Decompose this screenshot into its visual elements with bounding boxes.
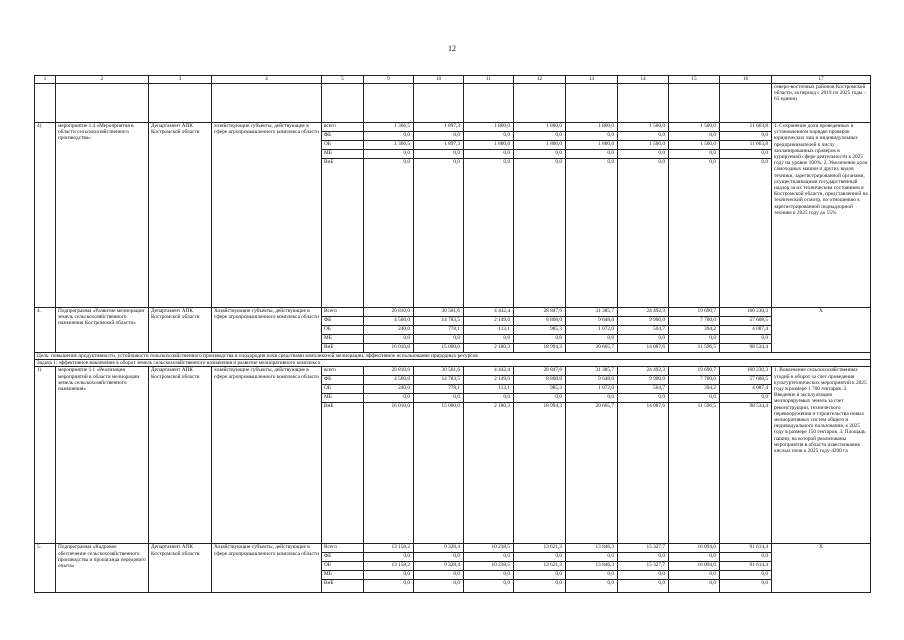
header-cell: 4 (212, 76, 322, 84)
amount-cell: 1 500,0 (669, 141, 720, 150)
amount-cell: 11 596,5 (669, 403, 720, 544)
measure-name: Подпрограмма «Кадровое обеспечение сельскохозяйственного производства и пропаганда передового опыта» (56, 544, 149, 593)
amount-cell: 20 810,0 (364, 308, 414, 317)
header-cell: 11 (464, 76, 514, 84)
header-cell: 13 (566, 76, 618, 84)
continuation-row (35, 84, 871, 123)
amount-cell: 0,0 (364, 150, 414, 159)
amount-cell: 0,0 (618, 159, 669, 308)
amount-cell: 0,0 (414, 159, 464, 308)
amount-cell: 16 010,0 (364, 403, 414, 544)
amount-cell: 24 492,3 (618, 308, 669, 317)
amount-cell: 504,7 (618, 326, 669, 335)
amount-cell: 0,0 (618, 394, 669, 403)
amount-cell: 20 810,0 (364, 367, 414, 376)
funding-source: ФБ (322, 553, 364, 562)
amount-cell: 0,0 (464, 335, 514, 344)
amount-cell: 0,0 (514, 150, 566, 159)
amount-cell: 0,0 (720, 132, 772, 141)
amount-cell: 30 561,6 (414, 308, 464, 317)
header-cell: 10 (414, 76, 464, 84)
amount-cell: 0,0 (618, 150, 669, 159)
amount-cell: 0,0 (720, 150, 772, 159)
amount-cell: 11 596,5 (669, 344, 720, 353)
amount-cell: 1 072,0 (566, 385, 618, 394)
amount-cell: 0,0 (566, 394, 618, 403)
amount-cell: 778,1 (414, 326, 464, 335)
amount-cell: 1 500,0 (669, 123, 720, 132)
responsible-executor: Департамент АПК Костромской области (149, 367, 212, 544)
amount-cell: 0,0 (514, 580, 566, 593)
amount-cell: 98 534,4 (720, 403, 772, 544)
amount-cell: 0,0 (464, 132, 514, 141)
amount-cell: 160 230,3 (720, 308, 772, 317)
amount-cell: 0,0 (720, 553, 772, 562)
amount-cell: 0,0 (618, 132, 669, 141)
amount-cell: 1 800,0 (464, 141, 514, 150)
amount-cell: 57 608,5 (720, 317, 772, 326)
task-line-row (35, 360, 871, 367)
amount-cell: 98 534,4 (720, 344, 772, 353)
amount-cell: 13 158,2 (364, 544, 414, 553)
amount-cell: 0,0 (720, 159, 772, 308)
amount-cell: 14 783,5 (414, 376, 464, 385)
amount-cell: 4 087,4 (720, 326, 772, 335)
page-number: 12 (448, 44, 456, 53)
funding-source: ВнБ (322, 403, 364, 544)
header-cell: 17 (772, 76, 871, 84)
measure-name: Подпрограмма «Развитие мелиорации земель сельскохозяйственного назначения Костромской области» (56, 308, 149, 353)
amount-cell: 0,0 (514, 394, 566, 403)
table-row (35, 544, 871, 553)
amount-cell: 8 868,0 (514, 317, 566, 326)
expected-result: X (772, 308, 871, 353)
header-cell: 16 (720, 76, 772, 84)
amount-cell: 10 238,5 (464, 562, 514, 571)
row-number: 4. (35, 308, 56, 353)
amount-cell: 15 000,0 (414, 403, 464, 544)
row-number: 4) (35, 123, 56, 308)
amount-cell: 0,0 (414, 580, 464, 593)
amount-cell: 15 000,0 (414, 344, 464, 353)
amount-cell: 10 238,5 (464, 544, 514, 553)
amount-cell: 1 897,3 (414, 123, 464, 132)
participants: Хозяйствующие субъекты, действующие в сфере агропромышленного комплекса области (212, 544, 322, 593)
amount-cell: 31 385,7 (566, 308, 618, 317)
responsible-executor: Департамент АПК Костромской области (149, 544, 212, 593)
amount-cell: 0,0 (720, 394, 772, 403)
amount-cell: 1 800,0 (464, 123, 514, 132)
table-row (35, 308, 871, 317)
amount-cell: 2 180,3 (464, 344, 514, 353)
amount-cell: 0,0 (364, 571, 414, 580)
amount-cell: 0,0 (720, 335, 772, 344)
amount-cell: 0,0 (566, 159, 618, 308)
amount-cell: 9 648,0 (566, 376, 618, 385)
amount-cell: 0,0 (364, 553, 414, 562)
amount-cell: 1 800,0 (566, 141, 618, 150)
amount-cell: 1 500,0 (618, 123, 669, 132)
goal-line-row (35, 353, 871, 360)
measure-name: мероприятие 1.4 «Мероприятия в области сельскохозяйственного производства» (56, 123, 149, 308)
funding-source: ОБ (322, 141, 364, 150)
funding-source: всего (322, 367, 364, 376)
amount-cell: 16 094,0 (669, 562, 720, 571)
amount-cell: 31 385,7 (566, 367, 618, 376)
amount-cell: 28 847,6 (514, 367, 566, 376)
amount-cell: 8 868,0 (514, 376, 566, 385)
amount-cell: 20 665,7 (566, 344, 618, 353)
participants: Хозяйствующие субъекты, действующие в сфере агропромышленного комплекса области (212, 308, 322, 353)
amount-cell: 20 665,7 (566, 403, 618, 544)
amount-cell: 15 327,7 (618, 544, 669, 553)
amount-cell: 0,0 (364, 394, 414, 403)
amount-cell: 4 087,4 (720, 385, 772, 394)
amount-cell: 4 442,4 (464, 367, 514, 376)
expected-result: 1. Сохранение доли проведенных в установленном порядке проверок юридических лиц и индивидуальных предпринимателей к числу запланированных проверок в курируемой сфере деятельности к 2025 году на уровне 100%. 2. Увеличение доли самоходных машин и других видов техники, зарегистрированной органами, осуществляющими государственный надзор за их техническим состоянием в Костромской области, представленной на технический осмотр, по отношению к зарегистрированной поднадзорной технике к 2025 году до 55% (772, 123, 871, 308)
table-row (35, 123, 871, 132)
expected-result: 1. Вовлечение сельскохозяйственных угодий в оборот за счет проведения культуртехнических мероприятий к 2025 году в размере 1 700 гектаров. 2. Введение в эксплуатацию мелиорируемых земель за счет реконструкции, технического перевооружения и строительства новых мелиоративных систем общего и индивидуального пользования, к 2025 году в размере 150 гектаров. 3. Площадь пашни, на которой реализованы мероприятия в области известкования кислых почв к 2025 году-4200 га (772, 367, 871, 544)
amount-cell: 13 846,3 (566, 544, 618, 553)
amount-cell: 9 900,0 (618, 376, 669, 385)
amount-cell: 0,0 (514, 159, 566, 308)
amount-cell: 0,0 (566, 580, 618, 593)
funding-source: МБ (322, 150, 364, 159)
amount-cell: 113,1 (464, 326, 514, 335)
funding-source: ФБ (322, 376, 364, 385)
funding-source: МБ (322, 335, 364, 344)
amount-cell: 0,0 (464, 580, 514, 593)
funding-source: всего (322, 123, 364, 132)
amount-cell: 240,0 (364, 385, 414, 394)
amount-cell: 0,0 (364, 159, 414, 308)
header-cell: 15 (669, 76, 720, 84)
row-number: 1) (35, 367, 56, 544)
amount-cell: 24 492,3 (618, 367, 669, 376)
amount-cell: 4 442,4 (464, 308, 514, 317)
amount-cell: 91 614,4 (720, 562, 772, 571)
header-cell: 1 (35, 76, 56, 84)
amount-cell: 28 847,6 (514, 308, 566, 317)
funding-source: ОБ (322, 385, 364, 394)
amount-cell: 14 087,6 (618, 403, 669, 544)
amount-cell: 14 087,6 (618, 344, 669, 353)
amount-cell: 2 149,0 (464, 317, 514, 326)
amount-cell: 985,3 (514, 385, 566, 394)
amount-cell: 0,0 (720, 571, 772, 580)
amount-cell: 0,0 (669, 150, 720, 159)
amount-cell: 0,0 (514, 553, 566, 562)
amount-cell: 504,7 (618, 385, 669, 394)
amount-cell: 0,0 (514, 571, 566, 580)
responsible-executor: Департамент АПК Костромской области (149, 123, 212, 308)
funding-source: МБ (322, 571, 364, 580)
amount-cell: 14 783,5 (414, 317, 464, 326)
funding-source: Всего (322, 308, 364, 317)
amount-cell: 0,0 (566, 553, 618, 562)
header-cell: 14 (618, 76, 669, 84)
task-line: Задача 1: эффективное вовлечение в оборот земель сельскохозяйственного назначения и развитие мелиоративного комплекса (35, 360, 871, 367)
amount-cell: 0,0 (464, 394, 514, 403)
amount-cell: 1 072,0 (566, 326, 618, 335)
header-cell: 5 (322, 76, 364, 84)
funding-source: ОБ (322, 562, 364, 571)
amount-cell: 0,0 (618, 335, 669, 344)
amount-cell: 0,0 (364, 132, 414, 141)
amount-cell: 1 897,3 (414, 141, 464, 150)
header-cell: 9 (364, 76, 414, 84)
amount-cell: 0,0 (669, 132, 720, 141)
amount-cell: 0,0 (364, 335, 414, 344)
funding-source: ОБ (322, 326, 364, 335)
responsible-executor: Департамент АПК Костромской области (149, 308, 212, 353)
amount-cell: 1 800,0 (566, 123, 618, 132)
amount-cell: 0,0 (566, 150, 618, 159)
amount-cell: 13 621,3 (514, 562, 566, 571)
amount-cell: 240,0 (364, 326, 414, 335)
funding-source: ВнБ (322, 159, 364, 308)
amount-cell: 0,0 (566, 132, 618, 141)
measure-name: мероприятие 1.1 «Реализация мероприятий в области мелиорации земель сельскохозяйственного назначения» (56, 367, 149, 544)
amount-cell: 0,0 (618, 571, 669, 580)
amount-cell: 394,2 (669, 385, 720, 394)
amount-cell: 0,0 (669, 335, 720, 344)
amount-cell: 0,0 (464, 571, 514, 580)
expected-result: X (772, 544, 871, 593)
amount-cell: 394,2 (669, 326, 720, 335)
header-row (35, 76, 871, 84)
amount-cell: 0,0 (669, 580, 720, 593)
header-cell: 3 (149, 76, 212, 84)
continuation-result: северо-восточных районов Костромской области, за период с 2019 по 2025 годы – 63 единиц (772, 84, 871, 123)
amount-cell: 57 608,5 (720, 376, 772, 385)
amount-cell: 16 094,0 (669, 544, 720, 553)
amount-cell: 7 700,0 (669, 376, 720, 385)
amount-cell: 7 700,0 (669, 317, 720, 326)
amount-cell: 16 010,0 (364, 344, 414, 353)
amount-cell: 0,0 (618, 580, 669, 593)
budget-table (34, 75, 871, 593)
amount-cell: 91 614,4 (720, 544, 772, 553)
amount-cell: 778,1 (414, 385, 464, 394)
amount-cell: 0,0 (414, 553, 464, 562)
amount-cell: 2 180,3 (464, 403, 514, 544)
amount-cell: 9 900,0 (618, 317, 669, 326)
amount-cell: 13 158,2 (364, 562, 414, 571)
header-cell: 12 (514, 76, 566, 84)
funding-source: Всего (322, 544, 364, 553)
amount-cell: 19 690,7 (669, 367, 720, 376)
amount-cell: 0,0 (414, 150, 464, 159)
amount-cell: 9 328,4 (414, 544, 464, 553)
funding-source: ФБ (322, 317, 364, 326)
amount-cell: 15 327,7 (618, 562, 669, 571)
amount-cell: 0,0 (566, 335, 618, 344)
amount-cell: 0,0 (364, 580, 414, 593)
amount-cell: 0,0 (618, 553, 669, 562)
goal-line: Цель: повышение продуктивности, устойчивости сельскохозяйственного производства и плодородия почв средствами комплексной мелиорации, эффективное использование природных ресурсов (35, 353, 871, 360)
funding-source: МБ (322, 394, 364, 403)
amount-cell: 4 560,0 (364, 376, 414, 385)
amount-cell: 30 561,6 (414, 367, 464, 376)
amount-cell: 160 230,3 (720, 367, 772, 376)
table-row (35, 367, 871, 376)
amount-cell: 18 994,3 (514, 344, 566, 353)
amount-cell: 0,0 (414, 335, 464, 344)
amount-cell: 985,3 (514, 326, 566, 335)
amount-cell: 0,0 (464, 159, 514, 308)
amount-cell: 0,0 (464, 553, 514, 562)
amount-cell: 0,0 (464, 150, 514, 159)
row-number: 5. (35, 544, 56, 593)
participants: хозяйствующие субъекты, действующие в сфере агропромышленного комплекса области (212, 367, 322, 544)
amount-cell: 9 328,4 (414, 562, 464, 571)
funding-source: ВнБ (322, 580, 364, 593)
amount-cell: 0,0 (514, 132, 566, 141)
amount-cell: 13 846,3 (566, 562, 618, 571)
amount-cell: 19 690,7 (669, 308, 720, 317)
amount-cell: 4 560,0 (364, 317, 414, 326)
funding-source: ФБ (322, 132, 364, 141)
amount-cell: 1 366,5 (364, 123, 414, 132)
amount-cell: 0,0 (669, 159, 720, 308)
amount-cell: 0,0 (414, 571, 464, 580)
amount-cell: 1 800,0 (514, 123, 566, 132)
amount-cell: 1 500,0 (618, 141, 669, 150)
amount-cell: 0,0 (566, 571, 618, 580)
amount-cell: 1 366,5 (364, 141, 414, 150)
amount-cell: 11 663,8 (720, 123, 772, 132)
header-cell: 2 (56, 76, 149, 84)
amount-cell: 0,0 (669, 394, 720, 403)
amount-cell: 0,0 (514, 335, 566, 344)
participants: хозяйствующие субъекты, действующие в сфере агропромышленного комплекса области (212, 123, 322, 308)
amount-cell: 9 648,0 (566, 317, 618, 326)
amount-cell: 0,0 (669, 571, 720, 580)
amount-cell: 18 994,3 (514, 403, 566, 544)
funding-source: ВнБ (322, 344, 364, 353)
amount-cell: 0,0 (414, 394, 464, 403)
amount-cell: 2 149,0 (464, 376, 514, 385)
amount-cell: 0,0 (669, 553, 720, 562)
amount-cell: 113,1 (464, 385, 514, 394)
amount-cell: 11 663,8 (720, 141, 772, 150)
amount-cell: 13 621,3 (514, 544, 566, 553)
amount-cell: 0,0 (720, 580, 772, 593)
amount-cell: 0,0 (414, 132, 464, 141)
amount-cell: 1 800,0 (514, 141, 566, 150)
